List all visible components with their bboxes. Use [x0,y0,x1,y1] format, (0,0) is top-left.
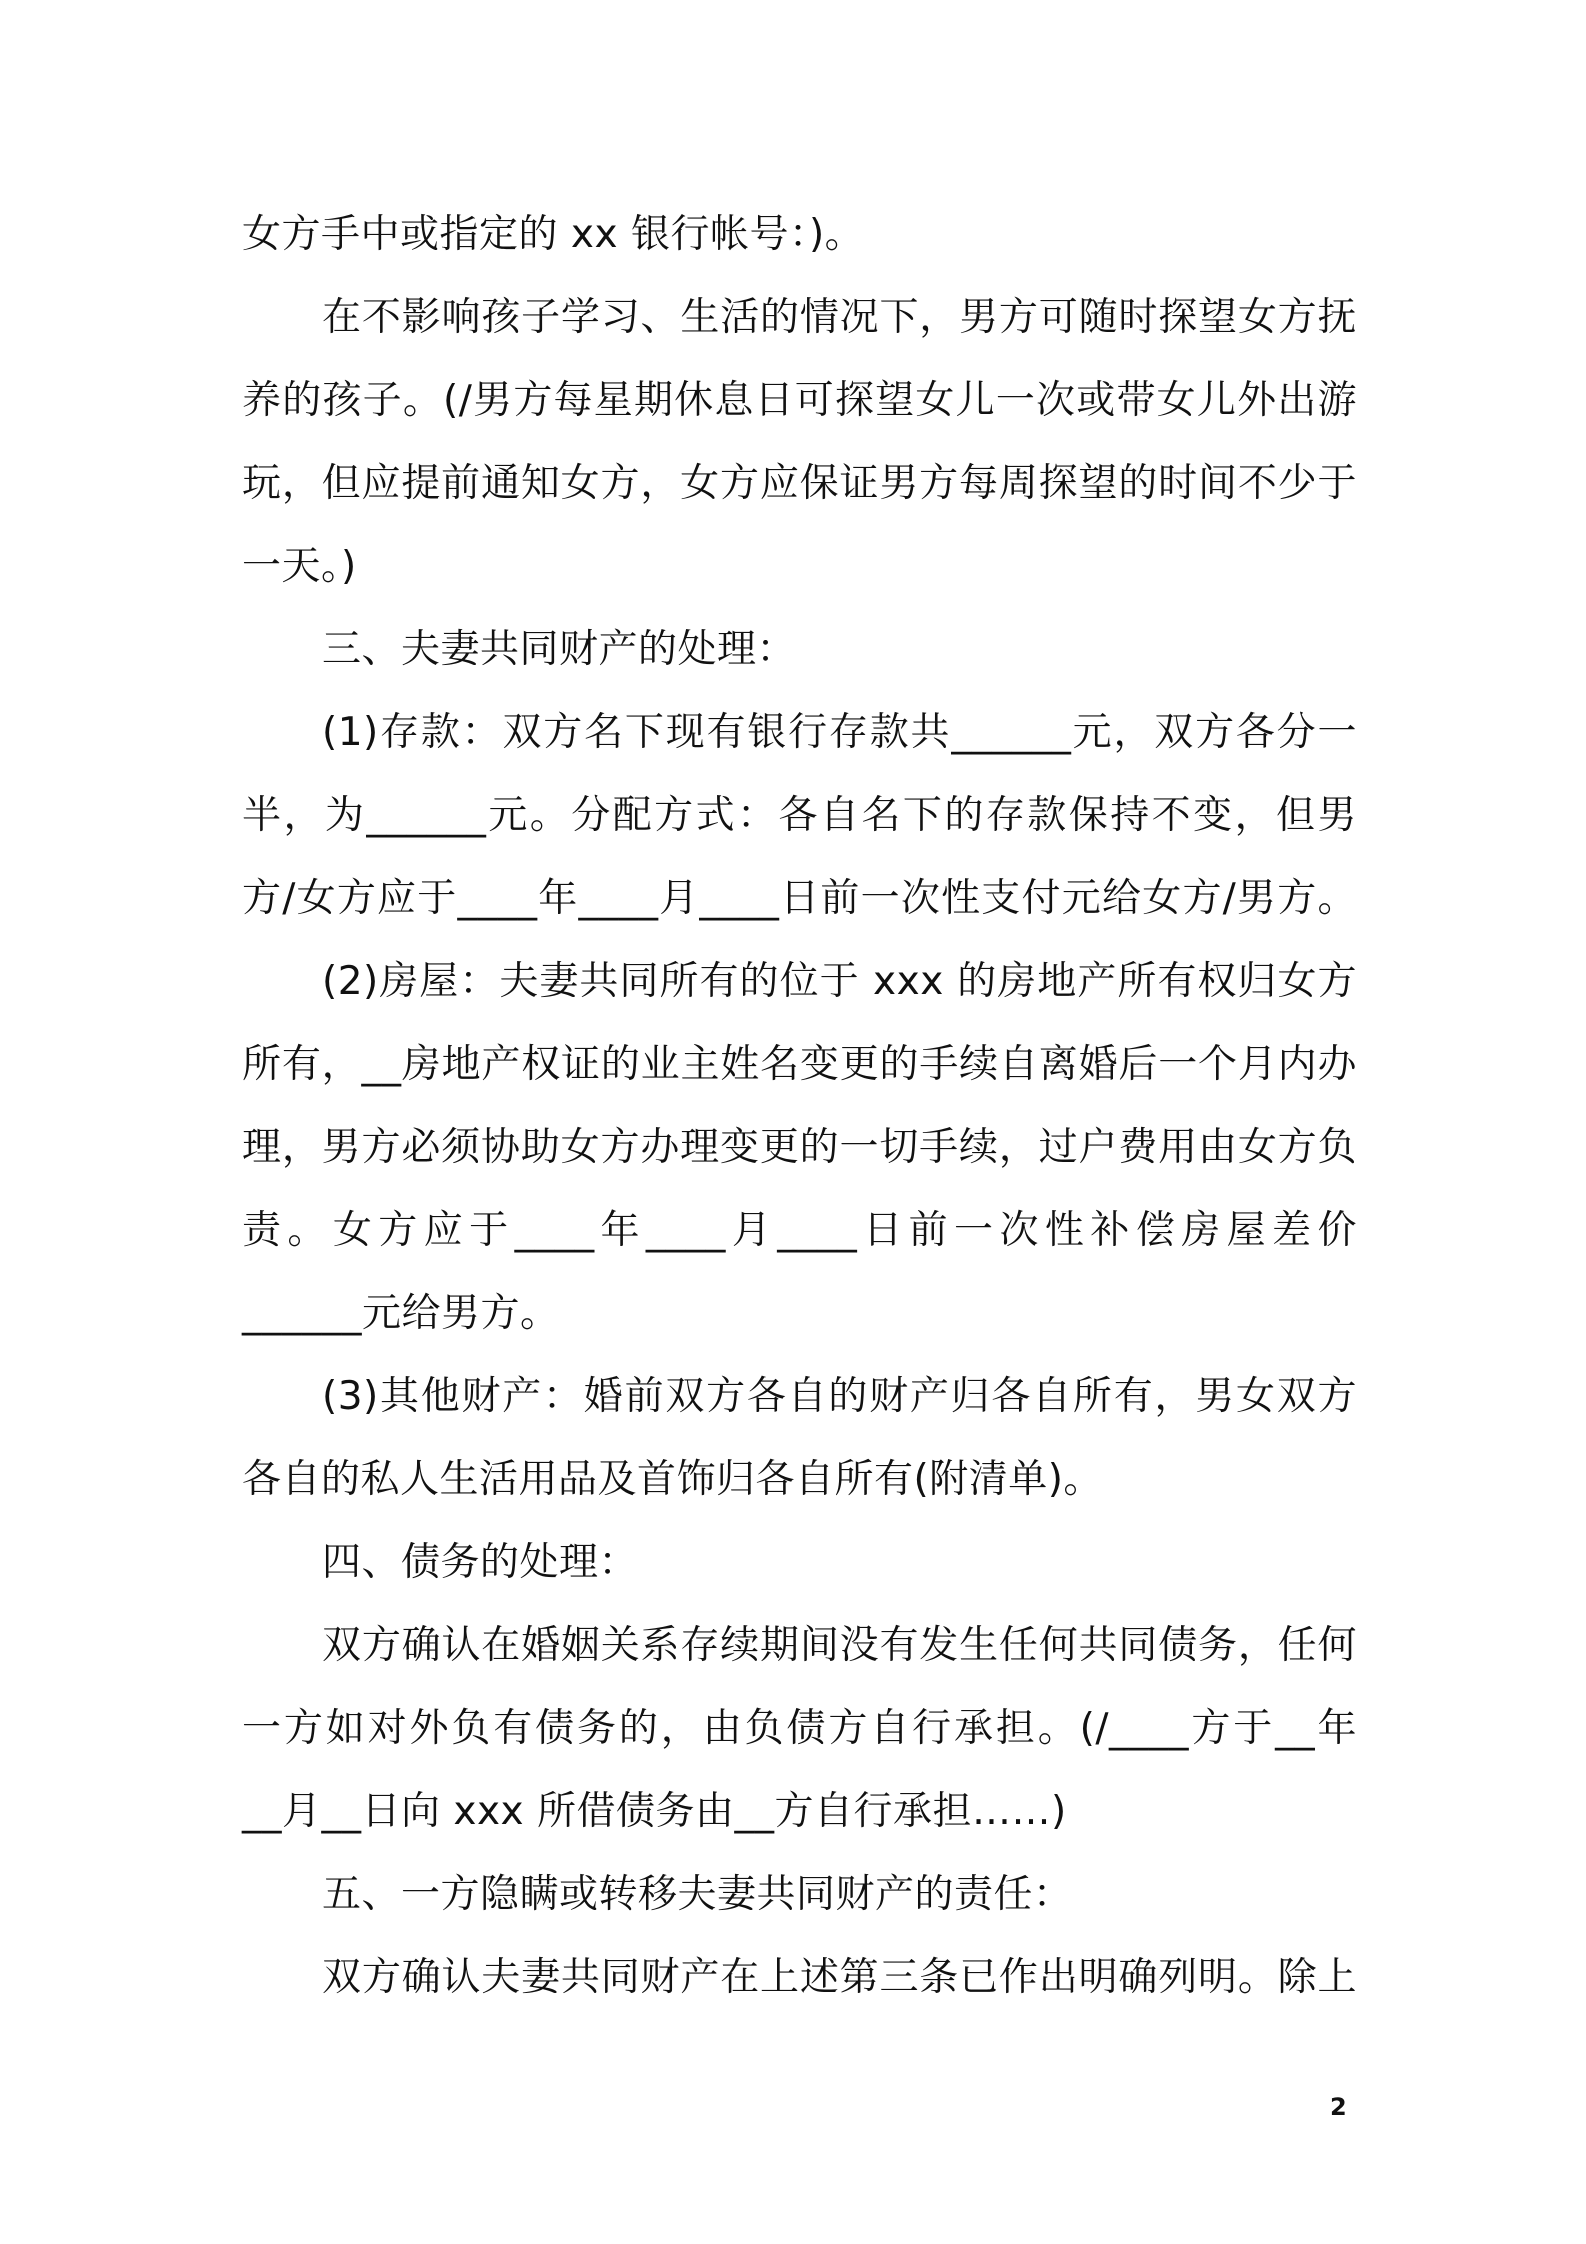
text-line: 所有，__房地产权证的业主姓名变更的手续自离婚后一个月内办 [242,1042,1357,1087]
text-line: 一方如对外负有债务的，由负债方自行承担。(/____方于__年 [242,1706,1357,1751]
text-line: 玩，但应提前通知女方，女方应保证男方每周探望的时间不少于 [242,461,1357,506]
text-line: (1)存款：双方名下现有银行存款共______元，双方各分一 [322,710,1357,755]
text-line: 责。女方应于____年____月____日前一次性补偿房屋差价 [242,1208,1357,1253]
text-line: 女方手中或指定的 xx 银行帐号：)。 [242,212,865,257]
text-line: 各自的私人生活用品及首饰归各自所有(附清单)。 [242,1457,1103,1502]
text-line: 双方确认在婚姻关系存续期间没有发生任何共同债务，任何 [322,1623,1357,1668]
page-number: 2 [1330,2093,1347,2121]
text-line: 理，男方必须协助女方办理变更的一切手续，过户费用由女方负 [242,1125,1357,1170]
text-line: 半，为______元。分配方式：各自名下的存款保持不变，但男 [242,793,1357,838]
section-heading: 四、债务的处理： [322,1540,639,1585]
text-line: __月__日向 xxx 所借债务由__方自行承担……) [242,1789,1067,1834]
section-heading: 三、夫妻共同财产的处理： [322,627,797,672]
text-line: ______元给男方。 [242,1291,560,1336]
text-line: 一天。) [242,544,357,589]
text-line: 双方确认夫妻共同财产在上述第三条已作出明确列明。除上 [322,1955,1357,2000]
text-line: (3)其他财产：婚前双方各自的财产归各自所有，男女双方 [322,1374,1357,1419]
text-line: 在不影响孩子学习、生活的情况下，男方可随时探望女方抚 [322,295,1357,340]
text-line: (2)房屋：夫妻共同所有的位于 xxx 的房地产所有权归女方 [322,959,1357,1004]
text-line: 养的孩子。(/男方每星期休息日可探望女儿一次或带女儿外出游 [242,378,1357,423]
text-line: 方/女方应于____年____月____日前一次性支付元给女方/男方。 [242,876,1357,921]
section-heading: 五、一方隐瞒或转移夫妻共同财产的责任： [322,1872,1073,1917]
